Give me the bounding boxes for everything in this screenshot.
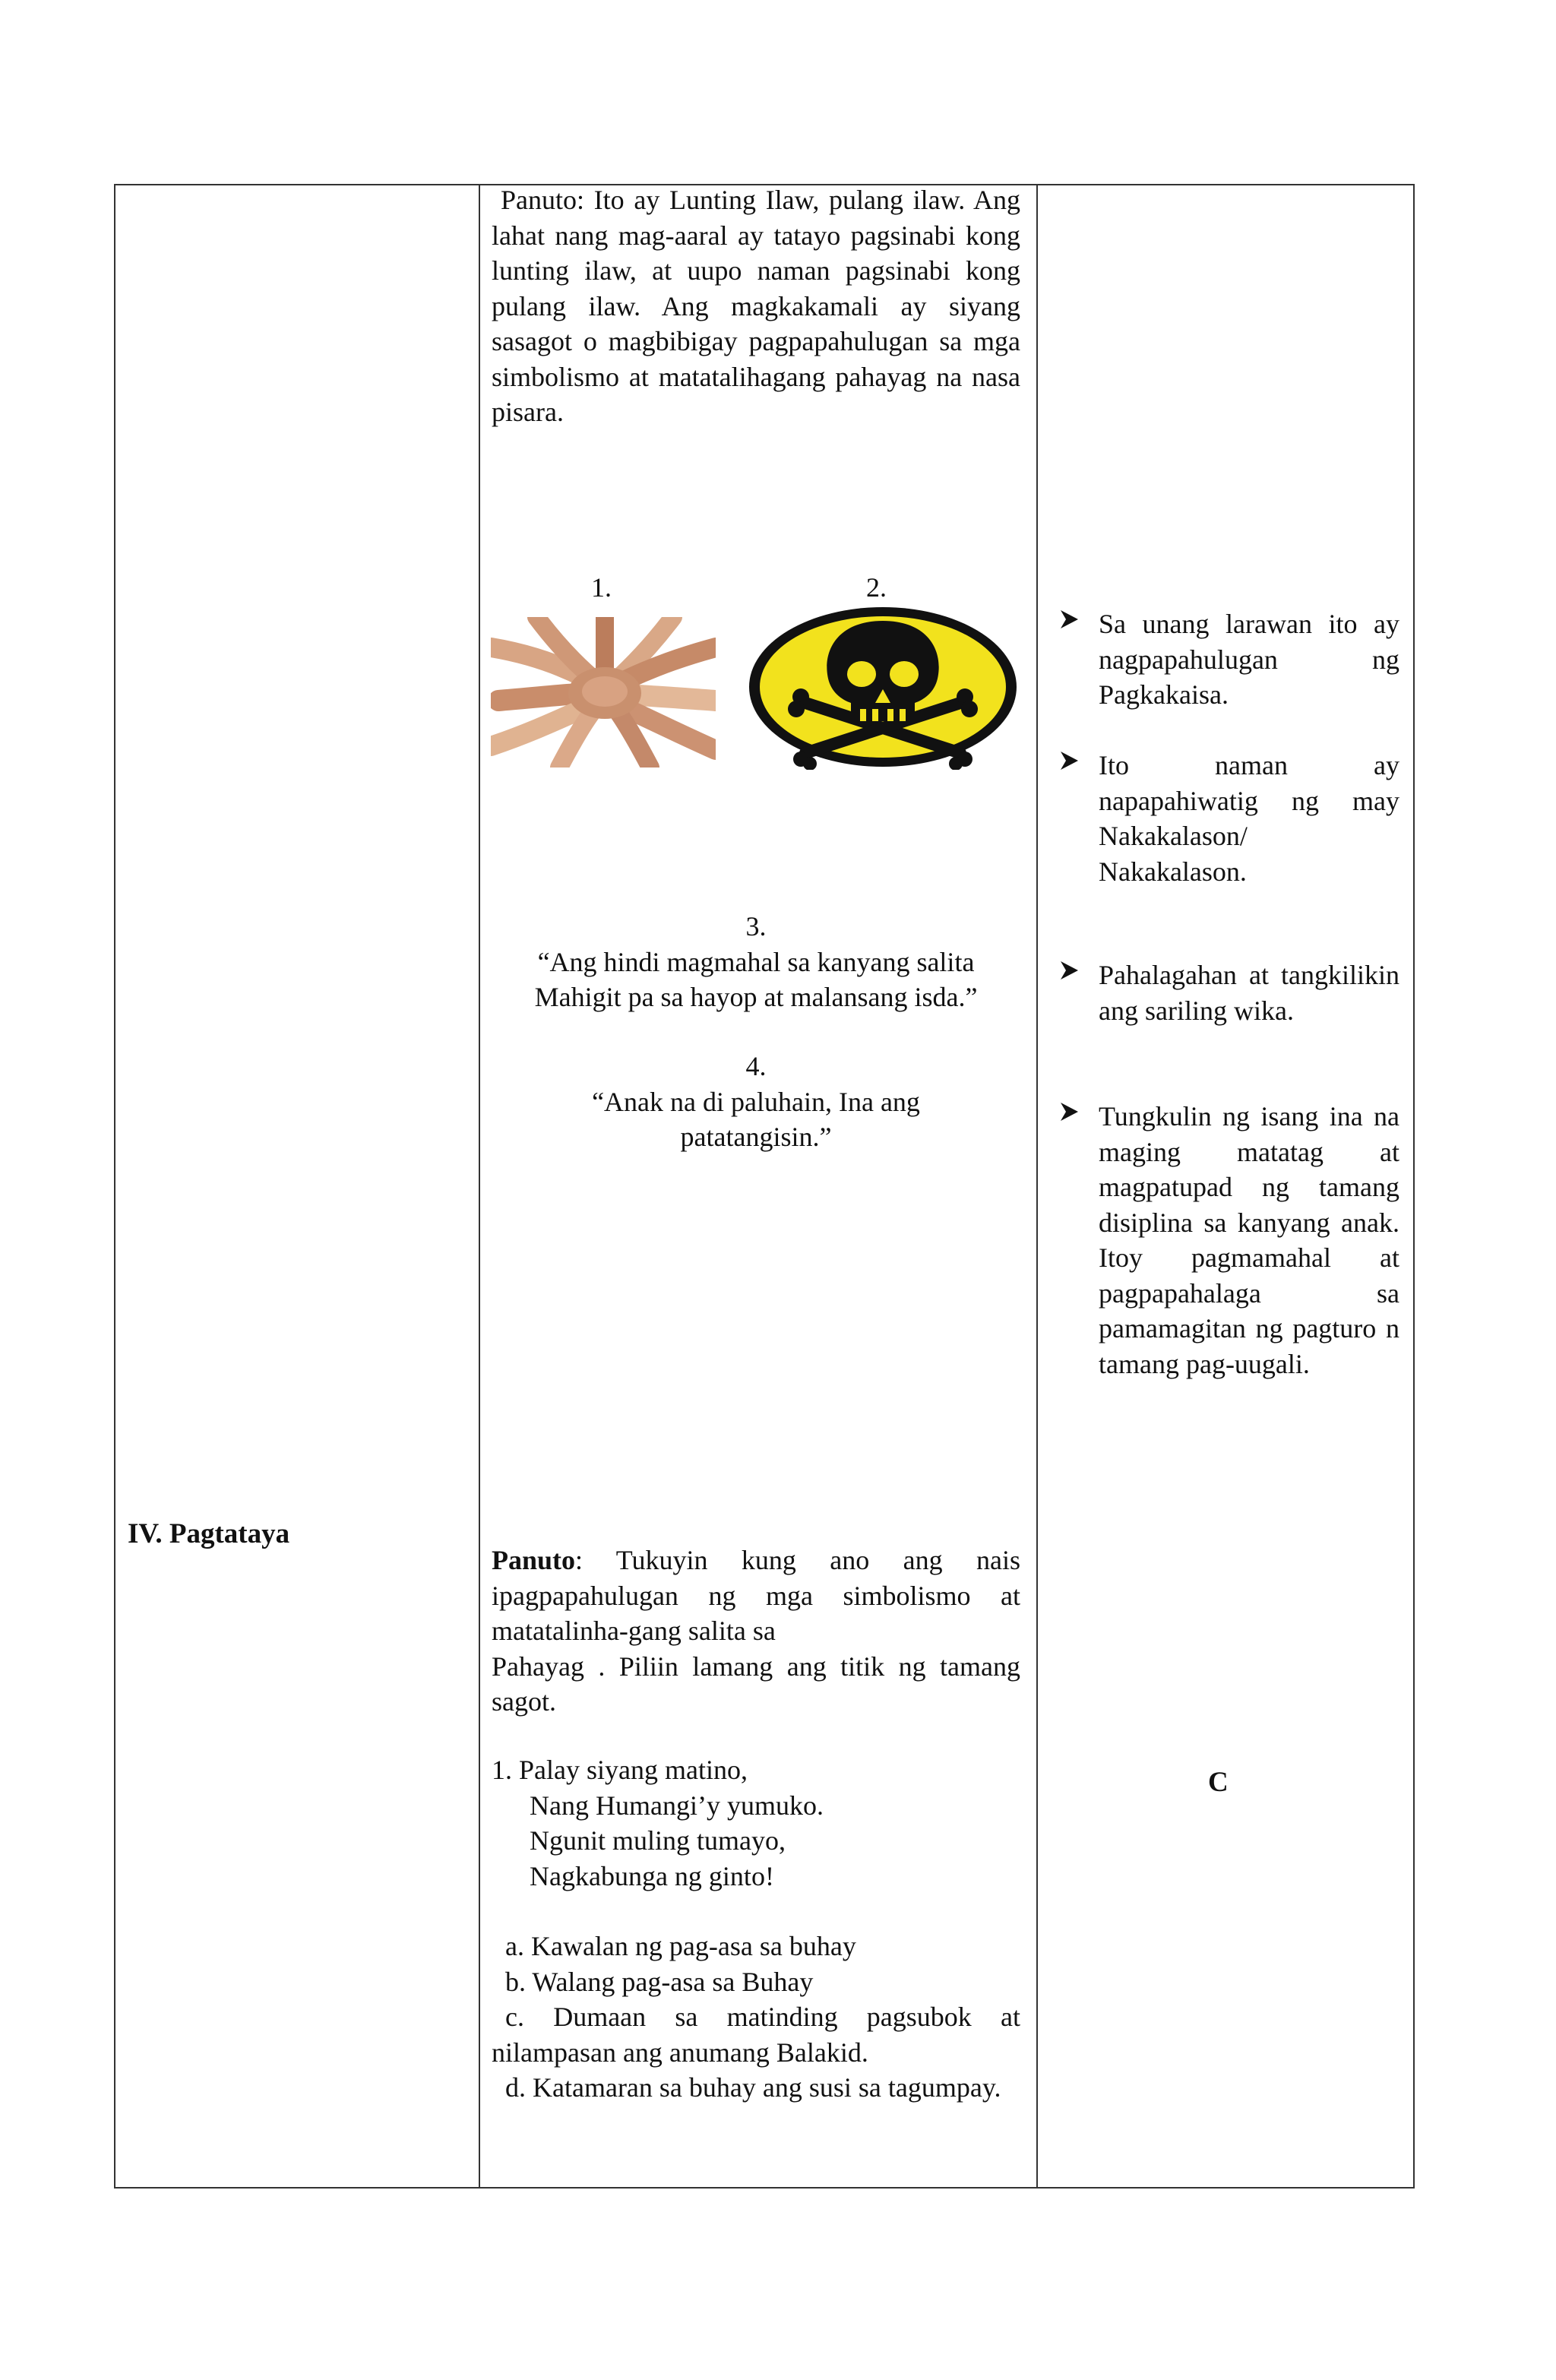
poem-line: Ngunit muling tumayo, bbox=[530, 1825, 786, 1856]
assessment-label: Panuto bbox=[492, 1545, 576, 1575]
poem-line: Nagkabunga ng ginto! bbox=[530, 1860, 774, 1891]
answer-text-1: Sa unang larawan ito ay nagpapahulugan ng Pagkakaisa. bbox=[1099, 609, 1399, 710]
quote-3-line-1: “Ang hindi magmahal sa kanyang salita bbox=[537, 946, 975, 977]
quote-4-line-1: “Anak na di paluhain, Ina ang bbox=[592, 1086, 920, 1117]
skull-crossbones-icon bbox=[746, 604, 1020, 770]
answer-item-1 bbox=[1099, 606, 1399, 713]
item-number-1: 1. bbox=[591, 572, 612, 603]
answer-text-4: Tungkulin ng isang ina na maging matatag at magpatupad ng tamang disiplina sa kanyang anak. Itoy pagmamahal at pagpapahalaga sa pamamagitan ng pagturo n tamang pag-uugali. bbox=[1099, 1101, 1399, 1379]
hands-together-image bbox=[491, 617, 716, 767]
answer-item-4 bbox=[1099, 1099, 1399, 1381]
poem-line: Nang Humangi’y yumuko. bbox=[530, 1790, 824, 1821]
activity-instructions: Panuto: Ito ay Lunting Ilaw, pulang ilaw. Ang lahat nang mag-aaral ay tatayo pagsinabi kong lunting ilaw, at uupo naman pagsinabi kong pulang ilaw. Ang magkakamali ay siyang sasagot o magbibigay pagpapahulugan sa mga simbolismo at matatalihagang pahayag na nasa pisara. bbox=[492, 185, 1020, 427]
poem-line: 1. Palay siyang matino, bbox=[492, 1755, 748, 1785]
quote-3-number: 3. bbox=[745, 911, 767, 942]
column-divider-left bbox=[479, 185, 480, 2187]
arrowhead-bullet-icon bbox=[1058, 1100, 1080, 1123]
quote-3-line-2: Mahigit pa sa hayop at malansang isda.” bbox=[534, 982, 978, 1012]
answer-choices bbox=[492, 1929, 1020, 2106]
assessment-instructions-line-2: Pahayag . Piliin lamang ang titik ng tamang sagot. bbox=[492, 1650, 1020, 1717]
quote-4-line-2: patatangisin.” bbox=[680, 1122, 832, 1152]
column-divider-right bbox=[1036, 185, 1038, 2187]
choice-a: a. Kawalan ng pag-asa sa buhay bbox=[505, 1931, 856, 1961]
answer-key: C bbox=[1208, 1767, 1229, 1798]
choice-b: b. Walang pag-asa sa Buhay bbox=[505, 1966, 814, 1997]
quote-item-3 bbox=[492, 909, 1020, 1015]
arrowhead-bullet-icon bbox=[1058, 959, 1080, 982]
answer-item-3 bbox=[1099, 957, 1399, 1028]
section-label: IV. Pagtataya bbox=[128, 1518, 290, 1549]
item-number-2: 2. bbox=[866, 572, 887, 603]
arrowhead-bullet-icon bbox=[1058, 749, 1080, 772]
quote-4-number: 4. bbox=[745, 1051, 767, 1081]
choice-d: d. Katamaran sa buhay ang susi sa tagumpay. bbox=[505, 2072, 1001, 2103]
choice-c: c. Dumaan sa matinding pagsubok at nilampasan ang anumang Balakid. bbox=[492, 2002, 1020, 2068]
quote-item-4 bbox=[492, 1049, 1020, 1155]
answer-text-3: Pahalagahan at tangkilikin ang sariling wika. bbox=[1099, 960, 1399, 1026]
answer-text-2: Ito naman ay napapahiwatig ng may Nakakalason/ Nakakalason. bbox=[1099, 750, 1399, 887]
assessment-instructions-text: : Tukuyin kung ano ang nais ipagpapahulugan ng mga simbolismo at matatalinha-gang salita sa bbox=[492, 1545, 1020, 1646]
arrowhead-bullet-icon bbox=[1058, 608, 1080, 631]
assessment-instructions bbox=[492, 1543, 1020, 1720]
answer-item-2 bbox=[1099, 748, 1399, 889]
assessment-poem bbox=[492, 1752, 1020, 1894]
